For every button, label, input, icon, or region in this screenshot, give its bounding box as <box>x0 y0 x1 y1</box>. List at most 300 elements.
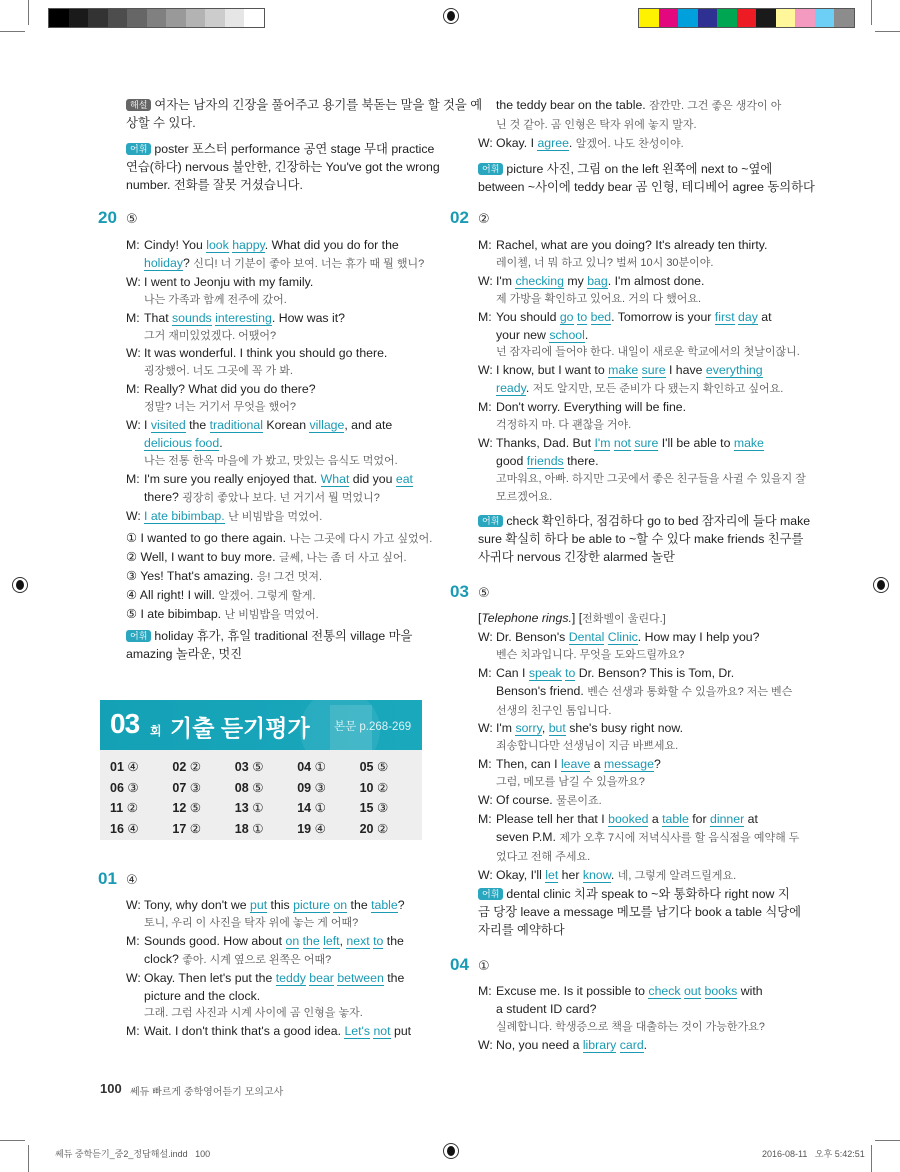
blank-answer-word: food <box>195 435 220 450</box>
line-text: ④ All right! I will. <box>126 587 219 602</box>
line-text: with <box>737 984 763 998</box>
line-text: the <box>347 898 372 912</box>
line-text: Dr. Benson's <box>496 629 569 644</box>
line-text: 정말? 너는 거기서 무엇을 했어? <box>144 401 296 414</box>
color-swatch <box>659 9 679 27</box>
answer-options <box>108 530 432 625</box>
note-line: amazing 놀라운, 멋진 <box>126 647 243 661</box>
line-text: 그래. 그럼 사진과 시계 사이에 곰 인형을 놓자. <box>144 1007 363 1020</box>
color-swatch <box>108 9 128 27</box>
blank-answer-word: make <box>733 435 764 450</box>
dialogue-line <box>460 756 799 774</box>
korean-translation: 굉장히 좋았나 보다. 넌 거기서 뭘 먹었니? <box>182 491 380 504</box>
line-text: the teddy bear on the table. <box>496 98 650 112</box>
question-answer: ② <box>478 211 490 226</box>
korean-translation: 신디! 너 기분이 좋아 보여. 너는 휴가 때 뭘 했니? <box>193 257 425 270</box>
speaker-label: W: <box>478 793 493 808</box>
speaker-label: M: <box>126 310 140 325</box>
note-line: 자리를 예약하다 <box>478 923 565 937</box>
translation-line <box>460 255 806 273</box>
answer-key-item: 10 ② <box>359 780 389 795</box>
blank-answer-word: friends <box>526 453 564 468</box>
speaker-label: W: <box>478 363 493 378</box>
blank-answer-word: I'm <box>594 435 611 450</box>
line-text: Korean <box>262 418 310 433</box>
registration-mark-icon <box>873 577 889 593</box>
answer-key-item: 07 ③ <box>172 780 201 795</box>
blank-answer-word: bag <box>587 273 608 288</box>
korean-translation: 잠깐만. 그건 좋은 생각이 아 <box>649 100 782 112</box>
line-text: . <box>643 1037 648 1052</box>
line-text: I'm <box>496 721 516 736</box>
blank-answer-word: bear <box>309 970 334 985</box>
color-swatch <box>795 9 815 27</box>
blank-answer-word: delicious <box>144 435 192 450</box>
vocab-badge: 어휘 <box>478 163 503 175</box>
dialogue-line <box>108 274 424 292</box>
line-text: . <box>610 867 618 882</box>
blank-answer-word: table <box>662 811 689 826</box>
blank-answer-word: ready <box>496 381 526 396</box>
blank-answer-word: holiday <box>144 255 183 270</box>
note-line: picture 사진, 그림 on the left 왼쪽에 next to ~옆에 <box>506 162 773 176</box>
blank-answer-word: sure <box>634 435 659 450</box>
blank-answer-word: not <box>373 1024 391 1039</box>
speaker-label: W: <box>478 273 493 288</box>
vocab-badge: 어휘 <box>126 143 151 155</box>
dialogue-q20 <box>108 237 424 527</box>
option-5 <box>108 606 432 625</box>
blank-answer-word: eat <box>395 471 413 486</box>
blank-answer-word: put <box>250 898 268 912</box>
blank-answer-word: look <box>206 238 229 252</box>
blank-answer-word: message <box>604 757 654 772</box>
line-text: Don't worry. Everything will be fine. <box>496 400 687 415</box>
color-swatch <box>49 9 69 27</box>
line-text: Benson's friend. <box>496 683 588 698</box>
answer-key-item: 01 ④ <box>110 760 139 774</box>
line-text: a student ID card? <box>496 1001 597 1016</box>
banner-number: 03 <box>110 708 140 739</box>
blank-answer-word: speak <box>528 665 562 680</box>
line-text: ? <box>653 757 661 772</box>
answer-key-item: 16 ④ <box>110 821 139 836</box>
line-text: Sounds good. How about <box>144 933 286 948</box>
korean-translation: 저도 알지만, 모든 준비가 다 됐는지 확인하고 싶어요. <box>532 383 784 396</box>
question-answer: ⑤ <box>126 211 138 226</box>
dialogue-line <box>460 116 781 135</box>
line-text: Thanks, Dad. But <box>496 435 595 450</box>
blank-answer-word: Dental <box>568 629 605 644</box>
translation-line <box>460 647 799 665</box>
blank-answer-word: make <box>608 363 639 378</box>
slug-timestamp: 2016-08-11 오후 5:42:51 <box>762 1149 865 1159</box>
blank-answer-word: bed <box>590 309 612 324</box>
korean-translation: 선생의 친구인 톰입니다. <box>496 704 612 717</box>
answer-key-item: 03 ⑤ <box>234 760 264 774</box>
line-text: 실례합니다. 학생증으로 책을 대출하는 것이 가능한가요? <box>496 1020 765 1033</box>
registration-mark-icon <box>443 8 459 24</box>
translation-line <box>460 774 799 792</box>
line-text: at <box>744 811 758 826</box>
speaker-label: W: <box>126 418 141 433</box>
blank-answer-word: first <box>714 309 735 324</box>
line-text: Okay, I'll <box>496 867 546 882</box>
banner-suffix: 회 <box>150 724 162 738</box>
dialogue-line <box>108 1023 411 1041</box>
note-line: 여자는 남자의 긴장을 풀어주고 용기를 북돋는 말을 할 것을 예 <box>154 98 483 112</box>
blank-answer-word: school <box>549 327 585 342</box>
question-number: 04 <box>450 955 469 974</box>
blank-answer-word: village <box>309 418 345 433</box>
blank-answer-word: leave <box>560 757 591 772</box>
translation-line <box>460 1019 765 1037</box>
line-text: Tony, why don't we <box>144 898 251 912</box>
dialogue-q03 <box>460 610 799 886</box>
answer-key-item: 11 ② <box>110 801 138 815</box>
dialogue-line <box>108 933 411 951</box>
crop-mark <box>871 1145 872 1172</box>
korean-translation: 나는 그곳에 다시 가고 싶었어. <box>289 533 433 545</box>
line-text: Cindy! You <box>144 238 207 252</box>
speaker-label: W: <box>126 970 141 985</box>
line-text: for <box>688 811 710 826</box>
dialogue-line <box>460 629 799 647</box>
line-text: at <box>757 309 772 324</box>
crop-mark <box>0 1140 25 1141</box>
color-swatch <box>815 9 835 27</box>
blank-answer-word: left <box>323 933 340 948</box>
korean-translation: 글쎄, 나는 좀 더 사고 싶어. <box>278 551 407 564</box>
korean-translation: 알겠어. 그렇게 할게. <box>218 589 316 602</box>
translation-line <box>460 344 806 362</box>
color-swatch <box>756 9 776 27</box>
line-text: 고마워요, 아빠. 하지만 그곳에서 좋은 친구들을 사귈 수 있을지 잘 <box>496 472 806 485</box>
speaker-label: W: <box>126 274 141 289</box>
dialogue-q01-continued <box>460 97 781 154</box>
blank-answer-word: visited <box>150 418 186 433</box>
line-text: I have <box>665 363 706 378</box>
color-swatch <box>639 9 659 27</box>
dialogue-line <box>108 435 424 453</box>
blank-answer-word: I ate bibimbap. <box>144 508 225 523</box>
dialogue-line <box>460 665 799 683</box>
dialogue-line <box>460 811 799 829</box>
question-number: 20 <box>98 208 117 227</box>
blank-answer-word: traditional <box>209 418 263 433</box>
color-swatch <box>205 9 225 27</box>
translation-line <box>460 471 806 489</box>
vocab-badge: 어휘 <box>478 515 503 527</box>
line-text: your new <box>496 327 550 342</box>
color-swatch <box>186 9 206 27</box>
blank-answer-word: to <box>576 309 588 324</box>
blank-answer-word: to <box>565 665 576 680</box>
line-text: a <box>590 757 605 772</box>
line-text: ? <box>397 898 405 912</box>
dialogue-line <box>108 310 424 328</box>
speaker-label: W: <box>478 1037 493 1052</box>
line-text: 제 가방을 확인하고 있어요. 거의 다 했어요. <box>496 292 702 305</box>
line-text: 나는 전통 한옥 마을에 가 봤고, 맛있는 음식도 먹었어. <box>144 454 398 467</box>
dialogue-line <box>460 720 799 738</box>
dialogue-line <box>460 237 806 255</box>
blank-answer-word: books <box>704 984 738 998</box>
crop-mark <box>0 31 25 32</box>
speaker-label: W: <box>478 435 493 450</box>
vocab-note <box>126 140 440 194</box>
note-line: 연습(하다) nervous 불안한, 긴장하는 You've got the wrong <box>126 160 440 174</box>
blank-answer-word: agree <box>537 135 569 150</box>
translation-line <box>108 453 424 471</box>
blank-answer-word: dinner <box>710 811 745 826</box>
speaker-label: M: <box>478 757 492 772</box>
option-1 <box>108 530 432 549</box>
question-answer: ⑤ <box>478 585 490 600</box>
line-text: ? <box>182 255 194 270</box>
crop-mark <box>875 31 900 32</box>
dialogue-q02 <box>460 237 806 507</box>
dialogue-line <box>460 683 799 702</box>
question-answer: ① <box>478 958 490 973</box>
line-text: . <box>584 327 589 342</box>
translation-line <box>108 915 411 933</box>
korean-translation: 좋아. 시계 옆으로 왼쪽은 어때? <box>182 953 332 966</box>
speaker-label: W: <box>478 629 493 644</box>
dialogue-line <box>460 380 806 399</box>
line-text: ① I wanted to go there again. <box>126 531 290 545</box>
dialogue-line <box>108 417 424 435</box>
line-text: . What did you do for the <box>264 238 399 252</box>
translation-line <box>108 1005 411 1023</box>
line-text: . <box>219 435 223 450</box>
answer-key-item: 20 ② <box>359 821 389 836</box>
line-text: [ <box>575 611 583 625</box>
korean-translation: 물론이죠. <box>556 795 602 808</box>
dialogue-line <box>460 97 781 116</box>
translation-line <box>460 291 806 309</box>
line-text: the <box>383 933 404 948</box>
option-3 <box>108 568 432 587</box>
line-text: Okay. Then let's put the <box>144 970 276 985</box>
dialogue-line <box>460 867 799 886</box>
registration-mark-icon <box>12 577 28 593</box>
line-text: did you <box>349 471 396 486</box>
page-number: 100 <box>100 1081 122 1096</box>
answer-key-item: 14 ① <box>297 801 326 815</box>
blank-answer-word: card <box>619 1037 644 1052</box>
option-4 <box>108 587 432 606</box>
answer-key-item: 18 ① <box>234 821 264 836</box>
blank-answer-word: booked <box>608 811 649 826</box>
line-text: . I'm almost done. <box>607 273 705 288</box>
speaker-label: W: <box>126 898 141 912</box>
line-text: clock? <box>144 951 183 966</box>
answer-key-item: 06 ③ <box>110 780 139 795</box>
note-line: dental clinic 치과 speak to ~와 통화하다 right now 지 <box>506 887 790 901</box>
line-text: I'm sure you really enjoyed that. <box>144 471 321 486</box>
speaker-label: M: <box>126 1024 140 1039</box>
korean-translation: 닌 것 같아. 곰 인형은 탁자 위에 놓지 말자. <box>496 118 697 131</box>
translation-line <box>460 417 806 435</box>
line-text: 모르겠어요. <box>496 490 553 503</box>
line-text: I <box>144 418 151 433</box>
answer-key-item: 08 ⑤ <box>234 780 264 795</box>
line-text: she's busy right now. <box>565 721 683 736</box>
line-text: there. <box>563 453 599 468</box>
line-text: Okay. I <box>496 135 538 150</box>
line-text: I'm <box>496 273 516 288</box>
dialogue-line <box>460 453 806 471</box>
crop-mark <box>871 0 872 25</box>
line-text: I'll be able to <box>658 435 734 450</box>
line-text: 그럼, 메모를 남길 수 있을까요? <box>496 776 645 789</box>
blank-answer-word: library <box>582 1037 617 1052</box>
blank-answer-word: picture <box>293 898 331 912</box>
answer-key-item: 19 ④ <box>297 821 326 836</box>
speaker-label: M: <box>478 811 492 826</box>
line-text: , <box>541 721 549 736</box>
color-swatch <box>698 9 718 27</box>
blank-answer-word: on <box>333 898 348 912</box>
question-number: 01 <box>98 869 117 888</box>
note-line: number. 전화를 잘못 거셨습니다. <box>126 178 303 192</box>
question-answer: ④ <box>126 872 138 887</box>
blank-answer-word: on <box>285 933 300 948</box>
line-text: Then, can I <box>496 757 561 772</box>
color-swatch <box>127 9 147 27</box>
dialogue-line <box>108 988 411 1006</box>
note-line: 금 당장 leave a message 메모를 남기다 book a table 식당에 <box>478 905 802 919</box>
answer-key-item: 15 ③ <box>359 801 389 815</box>
dialogue-line <box>460 327 806 345</box>
line-text: It was wonderful. I think you should go there. <box>144 346 388 361</box>
slug-filename: 쎄듀 중학듣기_중2_정답해설.indd 100 <box>55 1149 211 1159</box>
color-swatch <box>834 9 854 27</box>
translation-line <box>460 738 799 756</box>
line-text: Really? What did you do there? <box>144 382 316 397</box>
line-text: . How may I help you? <box>637 629 760 644</box>
korean-translation: 전화벨이 울린다.] <box>582 613 666 625</box>
blank-answer-word: Clinic <box>607 629 638 644</box>
line-text: her <box>558 867 583 882</box>
line-text: seven P.M. <box>496 829 560 844</box>
line-text: Dr. Benson? This is Tom, Dr. <box>575 665 735 680</box>
korean-translation: 제가 오후 7시에 저녁식사를 할 음식점을 예약해 두 <box>559 831 800 844</box>
color-swatch <box>678 9 698 27</box>
korean-translation: 알겠어. 나도 찬성이야. <box>575 137 684 150</box>
dialogue-line <box>460 829 799 848</box>
speaker-label: W: <box>126 346 141 361</box>
line-text: I know, but I want to <box>496 363 609 378</box>
dialogue-line <box>460 610 799 629</box>
note-line: 상할 수 있다. <box>126 116 196 130</box>
translation-line <box>108 328 424 346</box>
line-text: 토니, 우리 이 사진을 탁자 위에 놓는 게 어때? <box>144 916 359 929</box>
test-banner <box>100 700 422 750</box>
korean-translation: 었다고 전해 주세요. <box>496 850 591 863</box>
color-swatch <box>244 9 264 27</box>
blank-answer-word: interesting <box>215 310 272 325</box>
dialogue-line <box>460 135 781 154</box>
color-swatch <box>88 9 108 27</box>
line-text: Excuse me. Is it possible to <box>496 984 649 998</box>
note-line: sure 확실히 하다 be able to ~할 수 있다 make friends 친구를 <box>478 532 804 546</box>
answer-key-item: 17 ② <box>172 821 201 836</box>
speaker-label: M: <box>126 933 140 948</box>
line-text: No, you need a <box>496 1037 583 1052</box>
color-swatch <box>737 9 757 27</box>
blank-answer-word: next <box>346 933 370 948</box>
dialogue-line <box>460 792 799 811</box>
translation-line <box>108 363 424 381</box>
speaker-label: W: <box>478 867 493 882</box>
blank-answer-word: let <box>545 867 559 882</box>
answer-key-item: 13 ① <box>234 801 264 815</box>
blank-answer-word: to <box>373 933 384 948</box>
line-text: 굉장했어. 너도 그곳에 꼭 가 봐. <box>144 365 293 378</box>
dialogue-line <box>108 237 424 255</box>
color-swatch <box>717 9 737 27</box>
blank-answer-word: day <box>738 309 758 324</box>
color-swatch-bar <box>638 8 855 28</box>
blank-answer-word: table <box>371 898 398 912</box>
blank-answer-word: Let's <box>344 1024 371 1039</box>
line-text: Can I <box>496 665 529 680</box>
dialogue-line <box>460 399 806 417</box>
vocab-note <box>126 627 412 663</box>
blank-answer-word: sure <box>641 363 666 378</box>
line-text: You should <box>496 309 560 324</box>
blank-answer-word: but <box>548 721 566 736</box>
line-text: , and ate <box>344 418 393 433</box>
dialogue-line <box>108 970 411 988</box>
line-text: 레이첼, 너 뭐 하고 있니? 벌써 10시 30분이야. <box>496 256 714 269</box>
blank-answer-word: What <box>320 471 350 486</box>
dialogue-line <box>460 848 799 867</box>
line-text: a <box>648 811 663 826</box>
answer-key-item: 05 ⑤ <box>359 760 389 774</box>
dialogue-q04 <box>460 983 765 1055</box>
speaker-label: M: <box>478 665 492 680</box>
banner-page-ref: 본문 p.268-269 <box>334 721 412 733</box>
line-text: Of course. <box>496 793 557 808</box>
answer-key-grid <box>100 750 422 840</box>
line-text: picture and the clock. <box>144 988 261 1003</box>
dialogue-line <box>108 345 424 363</box>
line-text: That <box>144 310 173 325</box>
line-text: there? <box>144 489 183 504</box>
crop-mark <box>875 1140 900 1141</box>
blank-answer-word: go <box>559 309 574 324</box>
dialogue-line <box>460 702 799 721</box>
line-text: 나는 가족과 함께 전주에 갔어. <box>144 293 287 306</box>
korean-translation: 네, 그렇게 알려드릴게요. <box>617 869 737 882</box>
dialogue-line <box>460 309 806 327</box>
question-number: 02 <box>450 208 469 227</box>
line-text: 죄송합니다만 선생님이 지금 바쁘세요. <box>496 740 679 753</box>
crop-mark <box>28 0 29 25</box>
answer-key-item: 12 ⑤ <box>172 801 201 815</box>
gray-swatch-bar <box>48 8 265 28</box>
korean-translation: 난 비빔밥을 먹었어. <box>228 510 323 523</box>
speaker-label: W: <box>478 721 493 736</box>
line-text: 넌 잠자리에 들어야 한다. 내일이 새로운 학교에서의 첫날이잖니. <box>496 346 800 359</box>
dialogue-line <box>108 897 411 915</box>
blank-answer-word: sounds <box>172 310 212 325</box>
note-line: holiday 휴가, 휴일 traditional 전통의 village 마을 <box>154 629 413 643</box>
line-text <box>701 984 704 998</box>
